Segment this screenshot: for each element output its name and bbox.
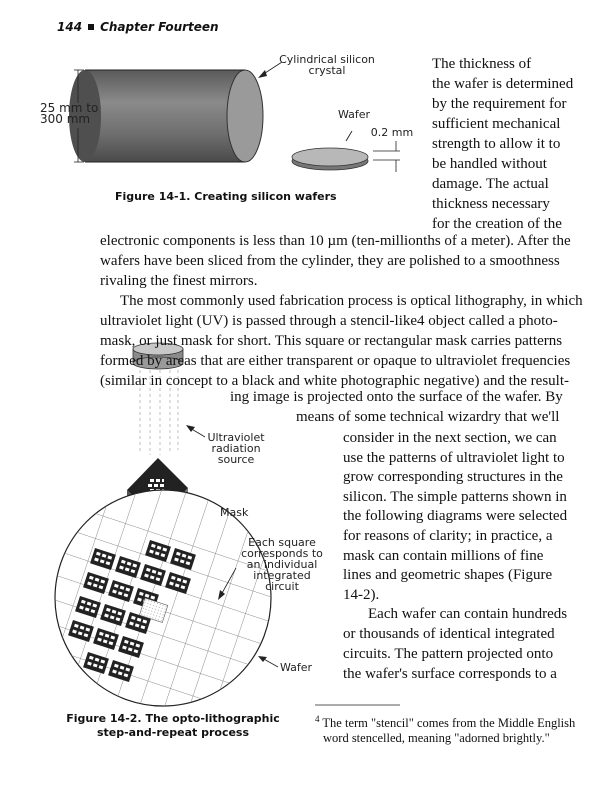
body-line: The most commonly used fabrication process is optical lithography, in which	[120, 293, 583, 309]
page-number: 144	[57, 20, 83, 34]
footnote	[315, 712, 575, 746]
body-line: rivaling the finest mirrors.	[100, 273, 258, 289]
figure1-caption: Figure 14-1. Creating silicon wafers	[115, 190, 337, 203]
body-line: 14-2).	[343, 586, 380, 603]
diameter-label	[40, 103, 112, 125]
body-line: The thickness of	[432, 56, 532, 72]
thickness-label: 0.2 mm	[370, 126, 414, 139]
body-line: the wafer is determined	[432, 76, 574, 92]
square-label-line: Each square	[248, 536, 316, 549]
arrow-icon	[258, 70, 267, 78]
body-line: ing image is projected onto the surface of the wafer. By	[230, 389, 563, 405]
square-label	[232, 537, 332, 592]
uv-label-line: Ultraviolet	[207, 431, 265, 444]
square-label-line: circuit	[265, 580, 299, 593]
body-line: strength to allow it to	[432, 136, 561, 152]
thickness-dimension	[373, 141, 400, 172]
square-label-line: an individual	[246, 558, 318, 571]
body-line: consider in the next section, we can	[343, 430, 557, 446]
figure2-caption	[58, 712, 288, 740]
square-label-line: corresponds to	[241, 547, 323, 560]
wafer-leader-line	[346, 131, 352, 141]
wafer-label: Wafer	[337, 108, 371, 121]
uv-label	[198, 432, 274, 465]
body-line: grow corresponding structures in the	[343, 469, 563, 486]
mask-label: Mask	[220, 506, 249, 519]
body-line: wafers have been sliced from the cylinder, they are polished to a smoothness	[100, 253, 560, 269]
body-line: be handled without	[432, 156, 547, 172]
body-line: electronic components is less than 10 µm (ten-millionths of a meter). After the	[100, 233, 571, 249]
body-line: mask, or just mask for short. This square or rectangular mask carries patterns	[100, 333, 563, 349]
uv-label-line: radiation	[211, 442, 261, 455]
arrow-icon	[258, 656, 267, 662]
diameter-label-line: 300 mm	[40, 112, 91, 126]
body-line: ultraviolet light (UV) is passed through a stencil-like4 object called a photo-	[100, 313, 558, 329]
diameter-label-line: 25 mm to	[40, 101, 99, 115]
uv-label-line: source	[217, 453, 255, 466]
wafer2-label: Wafer	[280, 661, 313, 674]
footnote-line: The term "stencil" comes from the Middle English	[322, 716, 576, 731]
arrow-icon	[186, 425, 195, 432]
body-line: formed by areas that are either transparent or opaque to ultraviolet frequencies	[100, 353, 571, 369]
body-line: Each wafer can contain hundreds	[368, 606, 568, 622]
chapter-title: Chapter Fourteen	[100, 20, 219, 34]
body-line: thickness necessary	[432, 196, 550, 212]
body-line: mask can contain millions of fine	[343, 547, 544, 564]
figure2-caption-line: Figure 14-2. The opto-lithographic	[66, 712, 280, 725]
body-line: means of some technical wizardry that we'll	[296, 409, 560, 425]
body-line: circuits. The pattern projected onto	[343, 646, 554, 662]
body-line: the following diagrams were selected	[343, 508, 568, 525]
footnote-mark: 4	[315, 714, 320, 724]
cylinder-label-line: crystal	[308, 64, 346, 77]
square-label-line: integrated	[253, 569, 311, 582]
body-line: silicon. The simple patterns shown in	[343, 488, 567, 505]
body-line: for the creation of the	[432, 216, 562, 232]
body-line: damage. The actual	[432, 176, 549, 192]
cylinder-label	[268, 54, 386, 76]
body-line: by the requirement for	[432, 96, 567, 112]
body-line: for reasons of clarity; in practice, a	[343, 528, 553, 544]
body-line: sufficient mechanical	[432, 116, 561, 132]
body-line: lines and geometric shapes (Figure	[343, 567, 553, 584]
footnote-line: word stencelled, meaning "adorned brightly."	[323, 731, 550, 746]
cylinder-label-line: Cylindrical silicon	[279, 53, 375, 66]
silicon-wafer	[292, 148, 368, 170]
figure2-caption-line: step-and-repeat process	[96, 726, 250, 739]
body-line: or thousands of identical integrated	[343, 626, 555, 642]
body-line: (similar in concept to a black and white photographic negative) and the result-	[100, 373, 570, 389]
body-line: use the patterns of ultraviolet light to	[343, 449, 565, 466]
body-line: the wafer's surface corresponds to a	[343, 666, 557, 682]
